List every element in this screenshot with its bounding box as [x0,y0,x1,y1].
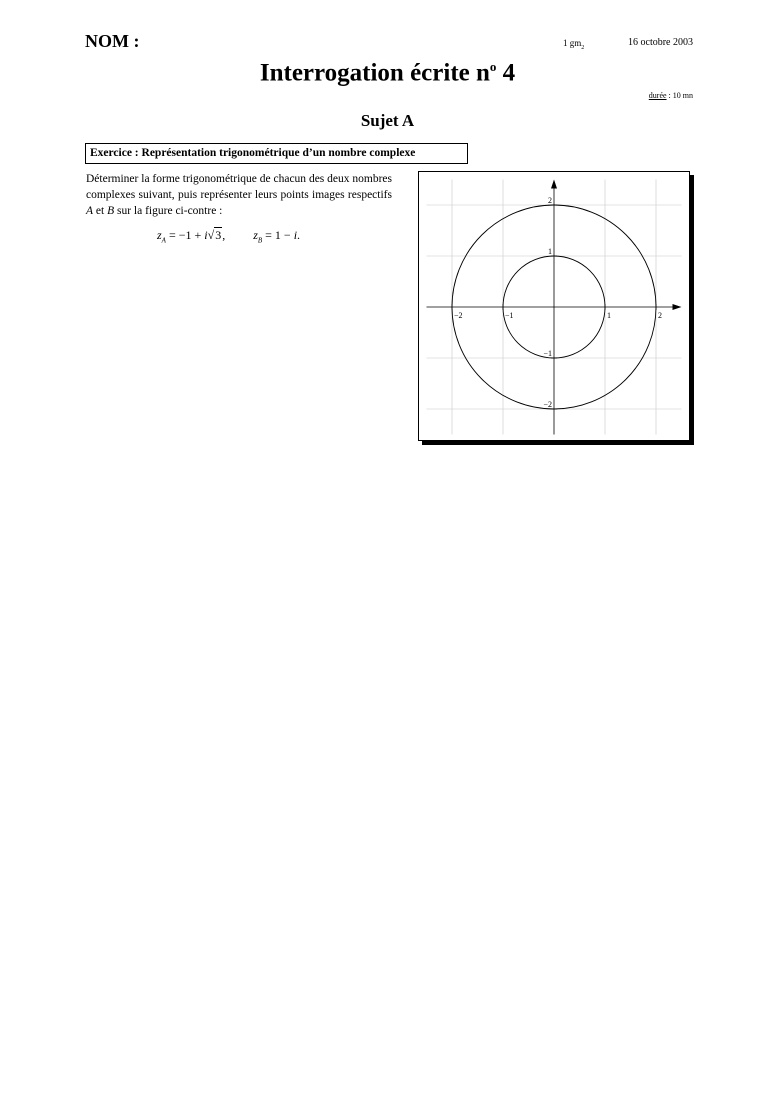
x-tick-label: 1 [607,311,611,320]
y-axis-arrow [551,180,557,189]
x-tick-label: −1 [505,311,514,320]
title-num: 4 [496,59,516,87]
formula-a-var: z [157,228,162,242]
formula-a-i: i [204,228,208,242]
duration-label: durée [648,91,667,100]
duration-value: : 10 mn [666,91,693,100]
point-a-label: A [86,205,94,217]
figure-frame [418,171,690,441]
formula-a-root: 3 [215,228,222,242]
page-title [0,59,775,87]
formula-a-trail: , [222,228,226,242]
subject-heading: Sujet A [360,111,415,130]
nom-label: NOM : [85,31,140,51]
exercise-heading: Exercice : Représentation trigonométrique d’un nombre complexe [85,143,468,164]
statement-part1: Déterminer la forme trigonométrique de chacun des deux nombres complexes suivant, puis représenter leurs points images respectifs [86,173,392,201]
title-main: Interrogation écrite n [259,59,490,87]
formula-a-lhs: = −1 + [165,228,205,242]
y-tick-label: −1 [543,349,552,358]
formula-b-i: i [293,228,298,242]
date: 16 octobre 2003 [628,37,693,48]
axes [427,180,682,435]
formula-b-lhs: = 1 − [262,228,294,242]
formula-line [157,228,300,244]
class-label [563,38,584,51]
x-tick-label: −2 [454,311,463,320]
x-axis-arrow [673,304,682,310]
formula-b-trail: . [297,228,301,242]
class-sub: 2 [581,44,585,51]
formula-a [157,228,226,245]
exercise-statement [86,171,392,219]
point-b-label: B [107,205,115,217]
duration [649,91,693,100]
y-tick-label: 1 [548,247,552,256]
y-tick-label: 2 [548,196,552,205]
tick-labels [454,196,662,409]
sqrt-sign: √ [207,228,215,242]
class-base: 1 gm [563,38,582,48]
x-tick-label: 2 [658,311,662,320]
statement-part2: sur la figure ci-contre : [114,205,223,217]
formula-a-sub: A [161,236,166,245]
title-sup: o [489,59,497,74]
formula-b [253,228,301,245]
formula-b-var: z [253,228,258,242]
y-tick-label: −2 [543,400,552,409]
formula-b-sub: B [257,236,263,245]
complex-plane-figure[interactable] [419,172,689,440]
statement-and: et [93,205,108,217]
